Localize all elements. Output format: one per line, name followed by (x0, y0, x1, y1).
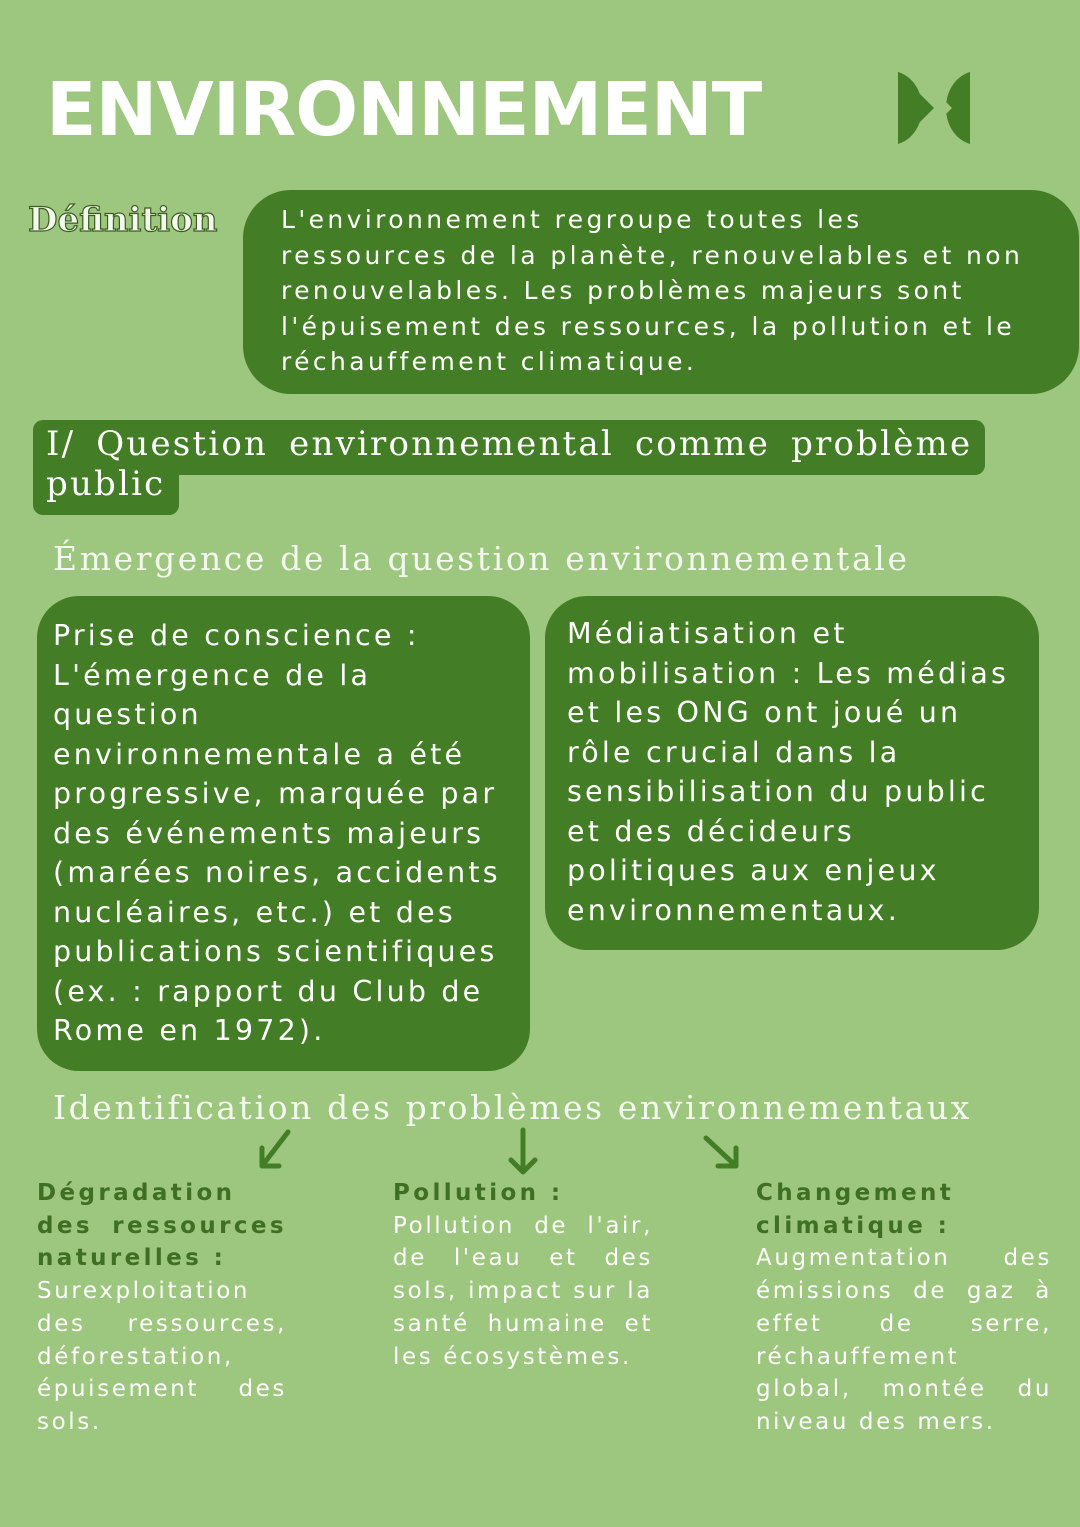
problem-title: Changement climatique : (756, 1180, 955, 1239)
identification-heading: Identification des problèmes environnementaux (53, 1088, 972, 1127)
awareness-text: Prise de conscience : L'émergence de la question environnementale a été progressive, marquée par des événements majeurs (marées noires, accidents nucléaires, etc.) et des publications scientifiques (ex. : rapport du Club de Rome en 1972). (53, 619, 501, 1047)
definition-label: Définition (28, 200, 218, 240)
arrow-down-left-icon (248, 1124, 308, 1184)
arrow-down-icon (493, 1124, 553, 1184)
problem-pollution (393, 1177, 653, 1373)
section-title: I/ Question environnemental comme problème public (46, 424, 973, 504)
definition-text: L'environnement regroupe toutes les ressources de la planète, renouvelables et non renouvelables. Les problèmes majeurs sont l'épuisement des ressources, la pollution et le réchauffement climatique. (281, 205, 1024, 376)
problem-text: Augmentation des émissions de gaz à effet de serre, réchauffement global, montée du niveau des mers. (756, 1245, 1052, 1435)
media-text: Médiatisation et mobilisation : Les médias et les ONG ont joué un rôle crucial dans la sensibilisation du public et des décideurs politiques aux enjeux environnementaux. (567, 617, 1010, 927)
awareness-card (37, 596, 530, 1071)
page-title: ENVIRONNEMENT (46, 67, 762, 153)
problem-text: Pollution de l'air, de l'eau et des sols, impact sur la santé humaine et les écosystèmes. (393, 1212, 653, 1370)
definition-box (243, 190, 1079, 394)
problem-climate-change (756, 1177, 1052, 1439)
emergence-heading: Émergence de la question environnementale (53, 539, 910, 578)
arrow-down-right-icon (696, 1124, 756, 1184)
media-card (545, 596, 1039, 950)
problem-text: Surexploitation des ressources, déforestation, épuisement des sols. (37, 1278, 287, 1435)
bowtie-logo-icon (896, 70, 972, 146)
problem-resource-degradation (37, 1177, 287, 1439)
problem-title: Dégradation des ressources naturelles : (37, 1180, 287, 1272)
problem-title: Pollution : (393, 1180, 564, 1206)
